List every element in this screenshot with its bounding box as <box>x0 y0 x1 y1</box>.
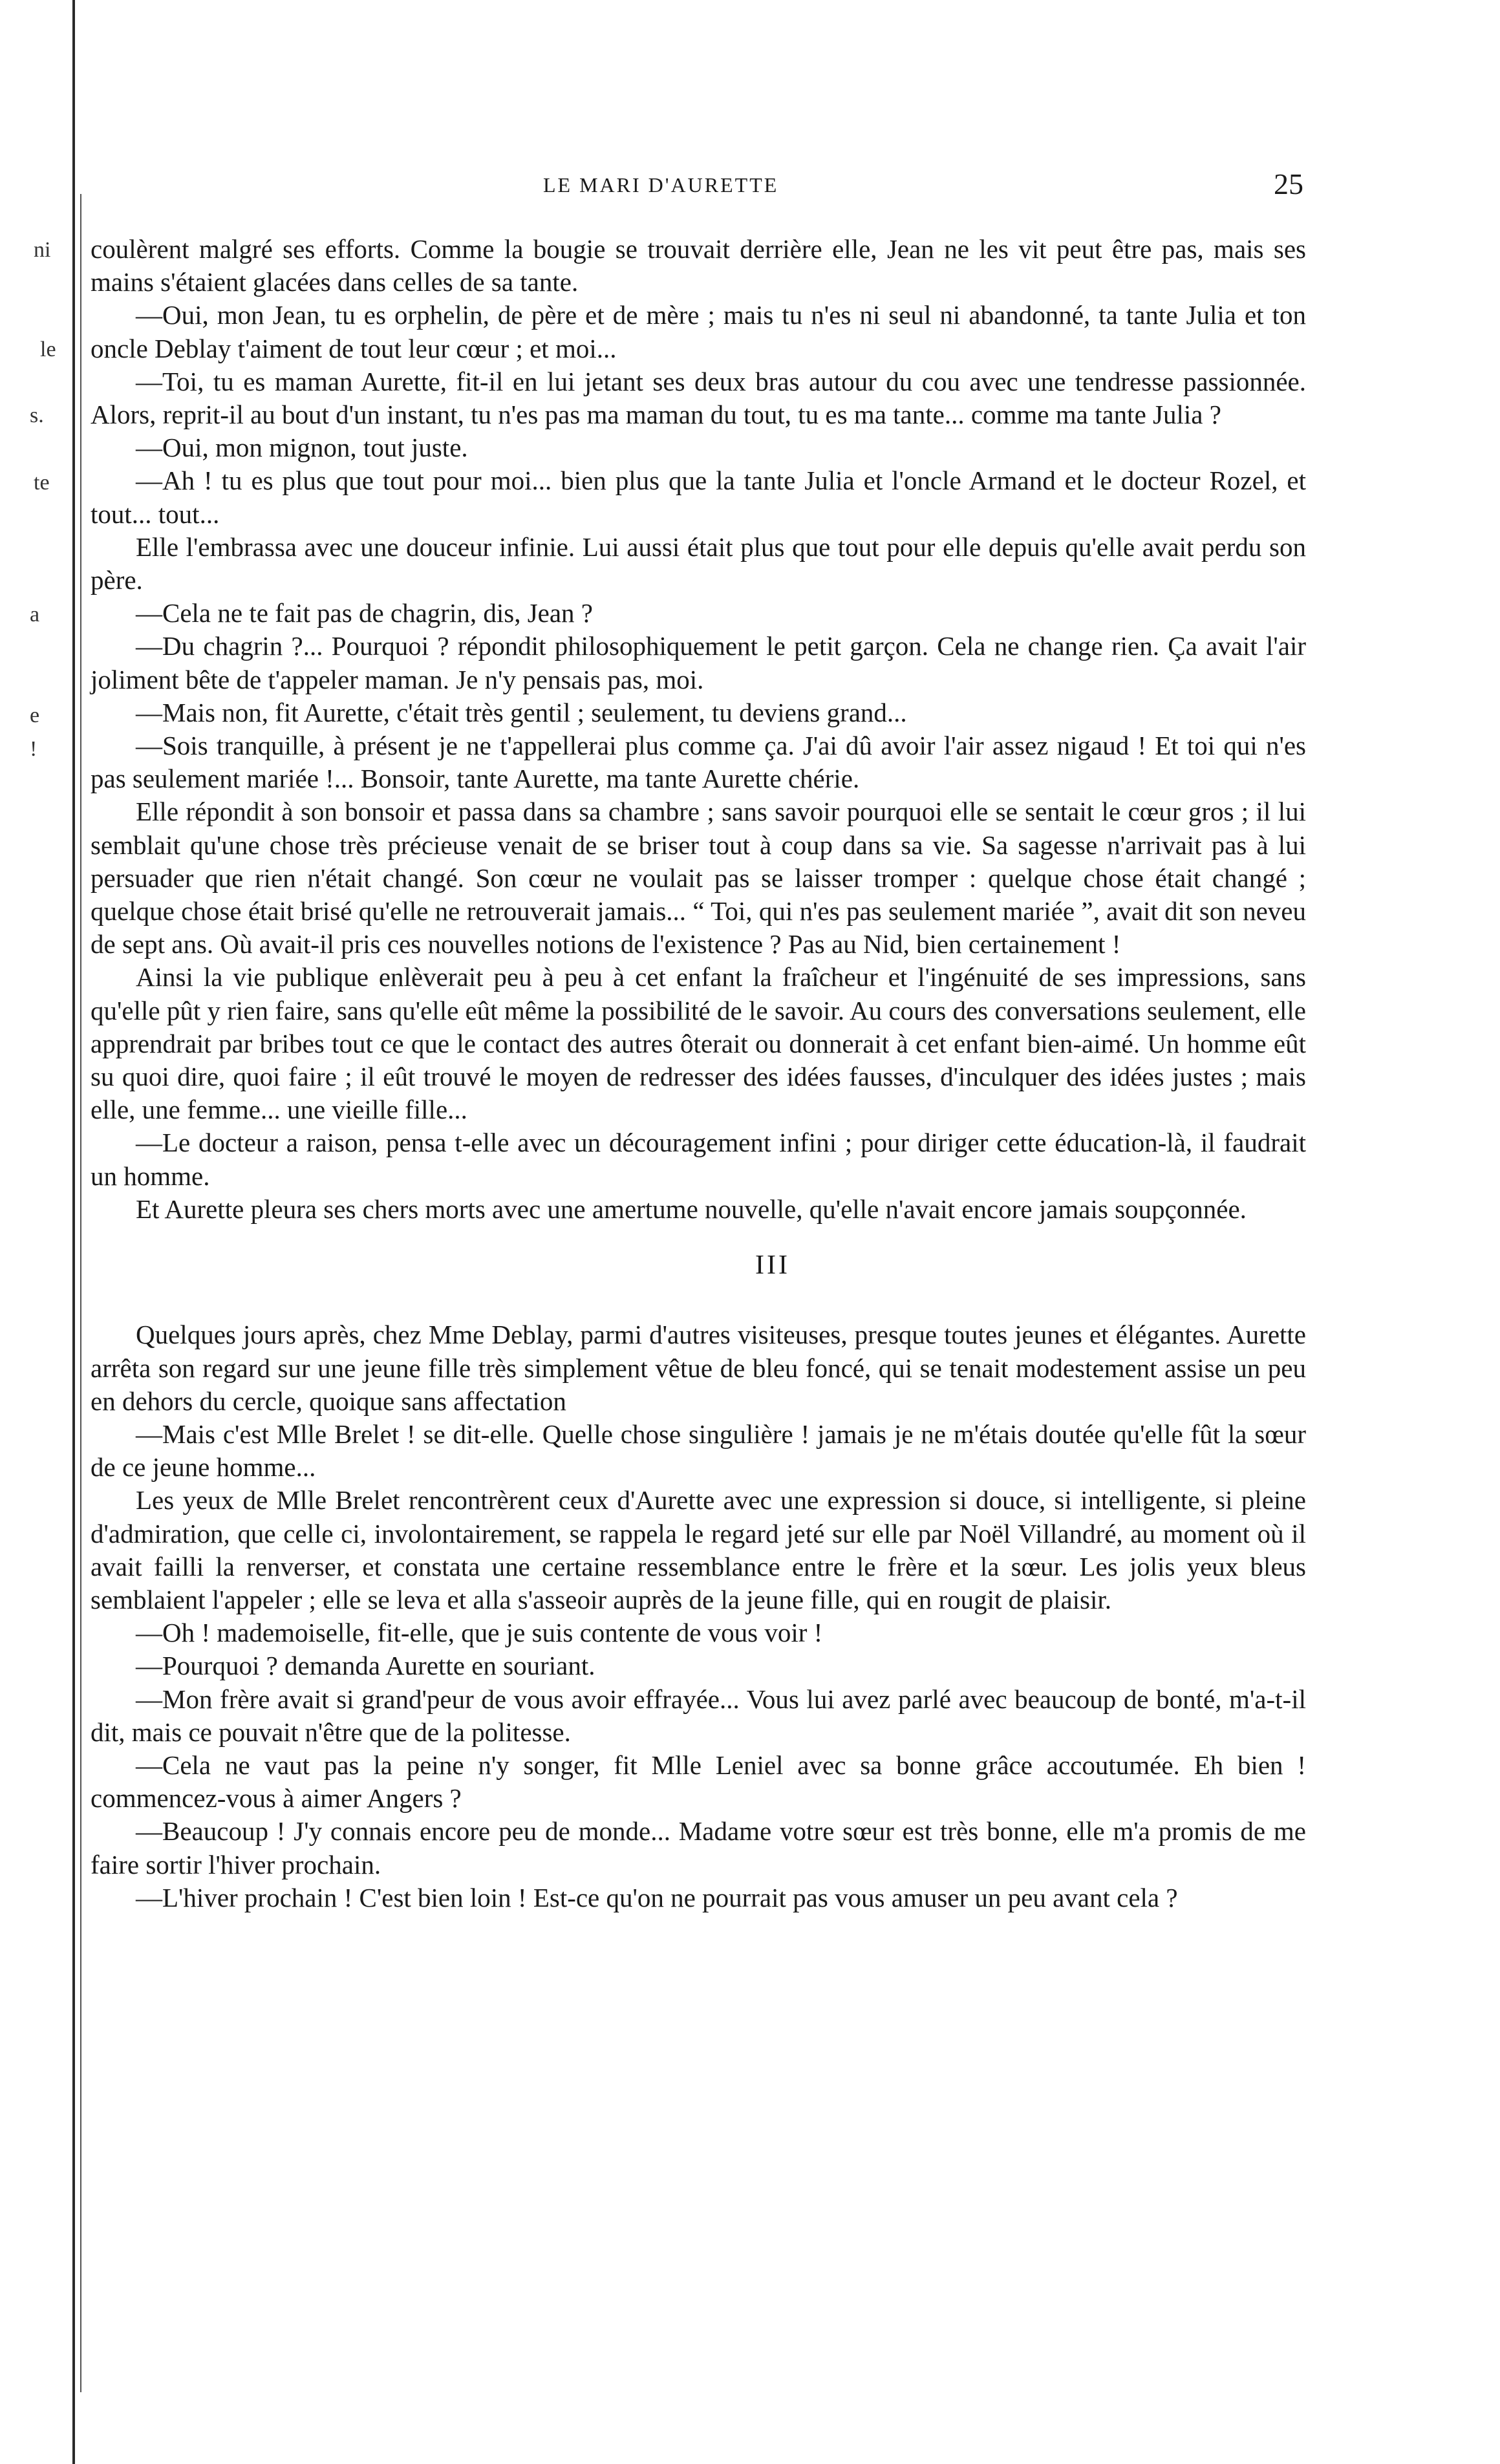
paragraph: —Cela ne vaut pas la peine n'y songer, fit Mlle Leniel avec sa bonne grâce accoutumée. Eh bien ! commencez-vous à aimer Angers ? <box>91 1750 1306 1814</box>
section-heading: III <box>755 1250 790 1281</box>
paragraph: Elle répondit à son bonsoir et passa dans sa chambre ; sans savoir pourquoi elle se sentait le cœur gros ; il lui semblait qu'une chose très précieuse venait de se briser tout à coup dans sa vie. Sa sagesse n'arrivait pas à lui persuader que rien n'était changé. Son cœur ne voulait pas se laisser tromper : quelque chose était changé ; quelque chose était brisé qu'elle ne retrouverait jamais... “ Toi, qui n'es pas seulement mariée ”, avait dit son neveu de sept ans. Où avait-il pris ces nouvelles notions de l'existence ? Pas au Nid, bien certainement ! <box>91 797 1306 959</box>
paragraph: coulèrent malgré ses efforts. Comme la bougie se trouvait derrière elle, Jean ne les vit peut être pas, mais ses mains s'étaient glacées dans celles de sa tante. <box>91 234 1306 297</box>
paragraph: Ainsi la vie publique enlèverait peu à peu à cet enfant la fraîcheur et l'ingénuité de ses impressions, sans qu'elle pût y rien faire, sans qu'elle eût même la possibilité de le savoir. Au cours des conversations seulement, elle apprendrait par bribes tout ce que le contact des autres ôterait ou donnerait à cet enfant bien-aimé. Un homme eût su quoi dire, quoi faire ; il eût trouvé le moyen de redresser des idées fausses, d'inculquer des idées justes ; mais elle, une femme... une vieille fille... <box>91 962 1306 1125</box>
binding-gutter-line <box>72 0 75 2464</box>
running-header: LE MARI D'AURETTE <box>543 173 779 197</box>
paragraph: —Oui, mon Jean, tu es orphelin, de père et de mère ; mais tu n'es ni seul ni abandonné, ta tante Julia et ton oncle Deblay t'aiment de tout leur cœur ; et moi... <box>91 300 1306 363</box>
paragraph: Les yeux de Mlle Brelet rencontrèrent ceux d'Aurette avec une expression si douce, si intelligente, si pleine d'admiration, que celle ci, involontairement, se rappela le regard jeté sur elle par Noël Villandré, au moment où il avait failli la renverser, et constata une certaine ressemblance entre le frère et la sœur. Les jolis yeux bleus semblaient l'appeler ; elle se leva et alla s'asseoir auprès de la jeune fille, qui en rougit de plaisir. <box>91 1485 1306 1614</box>
paragraph: —Beaucoup ! J'y connais encore peu de monde... Madame votre sœur est très bonne, elle m'a promis de me faire sortir l'hiver prochain. <box>91 1816 1306 1880</box>
binding-gutter-line-thin <box>80 194 81 2392</box>
paragraph: —L'hiver prochain ! C'est bien loin ! Est-ce qu'on ne pourrait pas vous amuser un peu avant cela ? <box>136 1882 1178 1912</box>
paragraph: —Mais c'est Mlle Brelet ! se dit-elle. Quelle chose singulière ! jamais je ne m'étais doutée qu'elle fût la sœur de ce jeune homme... <box>91 1419 1306 1483</box>
margin-fragment: ! <box>30 737 38 761</box>
margin-fragment: e <box>30 703 40 727</box>
margin-fragment: ni <box>34 238 51 262</box>
paragraph: —Du chagrin ?... Pourquoi ? répondit philosophiquement le petit garçon. Cela ne change rien. Ça avait l'air joliment bête de t'appeler maman. Je n'y pensais pas, moi. <box>91 631 1306 694</box>
margin-fragment: te <box>34 471 50 495</box>
margin-fragment: a <box>30 603 40 627</box>
paragraph: Et Aurette pleura ses chers morts avec une amertume nouvelle, qu'elle n'avait encore jamais soupçonnée. <box>136 1194 1247 1224</box>
margin-fragment: le <box>40 337 56 361</box>
paragraph: —Le docteur a raison, pensa t-elle avec un découragement infini ; pour diriger cette éducation-là, il faudrait un homme. <box>91 1128 1306 1191</box>
paragraph: —Pourquoi ? demanda Aurette en souriant. <box>136 1651 595 1681</box>
paragraph: —Toi, tu es maman Aurette, fit-il en lui jetant ses deux bras autour du cou avec une tendresse passionnée. Alors, reprit-il au bout d'un instant, tu n'es pas ma maman du tout, tu es ma tante... comme ma tante Julia ? <box>91 366 1306 430</box>
page-body-text <box>91 233 1306 1914</box>
page-number: 25 <box>1274 167 1303 200</box>
paragraph: —Ah ! tu es plus que tout pour moi... bien plus que la tante Julia et l'oncle Armand et le docteur Rozel, et tout... tout... <box>91 466 1306 529</box>
paragraph: —Cela ne te fait pas de chagrin, dis, Jean ? <box>136 598 593 628</box>
paragraph: —Oh ! mademoiselle, fit-elle, que je suis contente de vous voir ! <box>136 1618 823 1648</box>
paragraph: Quelques jours après, chez Mme Deblay, parmi d'autres visiteuses, presque toutes jeunes et élégantes. Aurette arrêta son regard sur une jeune fille très simplement vêtue de bleu foncé, qui se tenait modestement assise un peu en dehors du cercle, quoique sans affectation <box>91 1320 1306 1416</box>
paragraph: —Mais non, fit Aurette, c'était très gentil ; seulement, tu deviens grand... <box>136 697 907 727</box>
paragraph: —Mon frère avait si grand'peur de vous avoir effrayée... Vous lui avez parlé avec beaucoup de bonté, m'a-t-il dit, mais ce pouvait n'être que de la politesse. <box>91 1684 1306 1747</box>
paragraph: Elle l'embrassa avec une douceur infinie. Lui aussi était plus que tout pour elle depuis qu'elle avait perdu son père. <box>91 531 1306 595</box>
margin-fragment: s. <box>30 403 44 427</box>
paragraph: —Sois tranquille, à présent je ne t'appellerai plus comme ça. J'ai dû avoir l'air assez nigaud ! Et toi qui n'es pas seulement mariée !... Bonsoir, tante Aurette, ma tante Aurette chérie. <box>91 731 1306 794</box>
paragraph: —Oui, mon mignon, tout juste. <box>136 433 468 463</box>
